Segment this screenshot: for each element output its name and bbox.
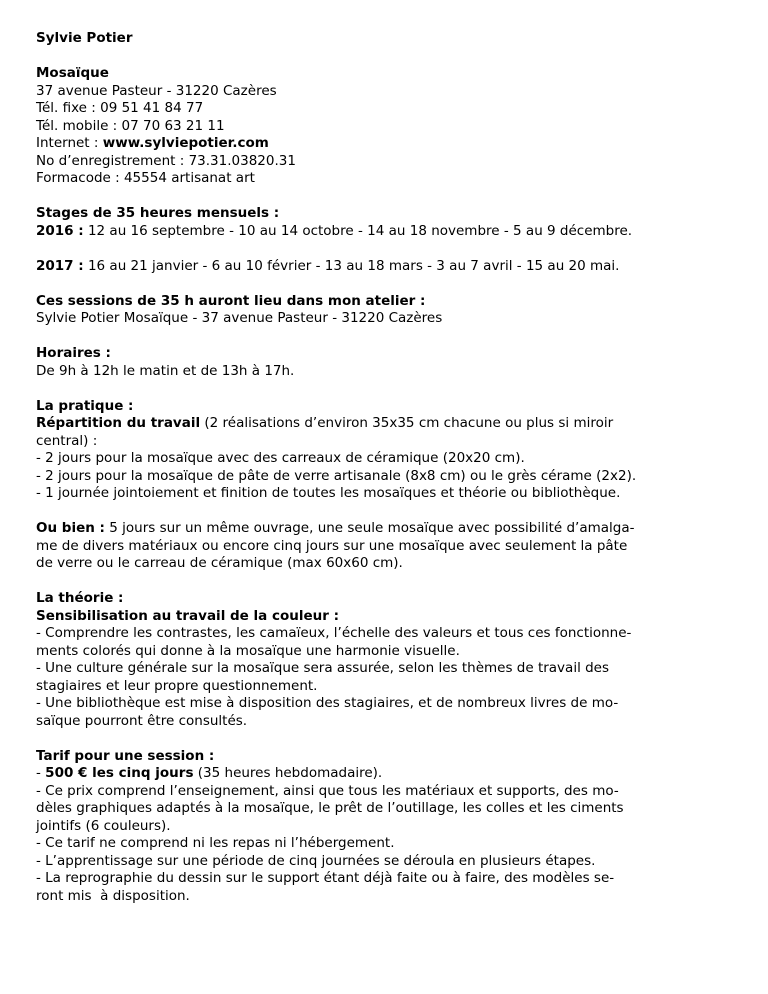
- text-run: Internet :: [36, 135, 103, 151]
- text-line: [36, 625, 740, 643]
- text-run: saïque pourront être consultés.: [36, 712, 248, 729]
- text-line: [36, 870, 740, 888]
- text-line: [36, 800, 740, 818]
- text-run: de verre ou le carreau de céramique (max 60x60 cm).: [36, 555, 403, 571]
- text-line: [36, 310, 740, 328]
- text-line: [36, 398, 740, 416]
- blank-line: [36, 380, 740, 398]
- text-line: [36, 100, 740, 118]
- text-line: [36, 363, 740, 381]
- text-run: ront mis à disposition.: [36, 887, 190, 904]
- text-run: - Comprendre les contrastes, les camaïeux, l’échelle des valeurs et tous ces fonctionne-: [36, 625, 632, 641]
- text-run: De 9h à 12h le matin et de 13h à 17h.: [36, 362, 295, 379]
- blank-line: [36, 240, 740, 258]
- bold-text-run: Répartition du travail: [36, 415, 201, 431]
- text-line: [36, 450, 740, 468]
- text-line: [36, 678, 740, 696]
- author-name: Sylvie Potier: [36, 30, 133, 46]
- registration-number: No d’enregistrement : 73.31.03820.31: [36, 152, 296, 169]
- blank-line: [36, 48, 740, 66]
- address: 37 avenue Pasteur - 31220 Cazères: [36, 82, 277, 99]
- website-url: www.sylviepotier.com: [102, 135, 269, 151]
- text-line: [36, 485, 740, 503]
- text-line: [36, 83, 740, 101]
- text-run: - Ce prix comprend l’enseignement, ainsi que tous les matériaux et supports, des mo-: [36, 782, 619, 799]
- blank-line: [36, 573, 740, 591]
- text-run: stagiaires et leur propre questionnement.: [36, 677, 318, 694]
- text-run: - L’apprentissage sur une période de cinq journées se déroula en plusieurs étapes.: [36, 852, 596, 869]
- bold-text-run: 2016 :: [36, 222, 84, 239]
- text-run: - La reprographie du dessin sur le support étant déjà faite ou à faire, des modèles se-: [36, 870, 615, 886]
- text-line: [36, 433, 740, 451]
- blank-line: [36, 188, 740, 206]
- sub-heading: Sensibilisation au travail de la couleur :: [36, 607, 340, 624]
- text-line: [36, 853, 740, 871]
- price: 500 € les cinq jours: [45, 765, 194, 781]
- text-line: [36, 748, 740, 766]
- section-heading: Tarif pour une session :: [36, 747, 215, 764]
- text-run: central) :: [36, 432, 98, 449]
- section-heading: La théorie :: [36, 590, 124, 606]
- section-heading: Horaires :: [36, 345, 111, 361]
- text-line: [36, 818, 740, 836]
- section-heading: La pratique :: [36, 397, 134, 414]
- text-line: [36, 765, 740, 783]
- text-line: [36, 468, 740, 486]
- text-line: [36, 520, 740, 538]
- text-line: [36, 695, 740, 713]
- text-run: (35 heures hebdomadaire).: [193, 765, 383, 781]
- text-run: 12 au 16 septembre - 10 au 14 octobre - 14 au 18 novembre - 5 au 9 décembre.: [83, 222, 633, 239]
- text-line: [36, 538, 740, 556]
- text-line: [36, 783, 740, 801]
- text-line: [36, 590, 740, 608]
- text-line: [36, 223, 740, 241]
- text-line: [36, 345, 740, 363]
- text-line: [36, 643, 740, 661]
- text-line: [36, 258, 740, 276]
- text-run: - Une culture générale sur la mosaïque sera assurée, selon les thèmes de travail des: [36, 660, 610, 676]
- text-run: -: [36, 765, 46, 781]
- section-heading: Stages de 35 heures mensuels :: [36, 205, 280, 221]
- atelier-address: Sylvie Potier Mosaïque - 37 avenue Pasteur - 31220 Cazères: [36, 310, 443, 326]
- text-line: [36, 713, 740, 731]
- blank-line: [36, 730, 740, 748]
- bold-text-run: 2017 :: [36, 257, 84, 274]
- text-run: - 2 jours pour la mosaïque avec des carreaux de céramique (20x20 cm).: [36, 450, 525, 466]
- blank-line: [36, 328, 740, 346]
- text-run: 5 jours sur un même ouvrage, une seule mosaïque avec possibilité d’amalga-: [104, 520, 635, 536]
- text-line: [36, 888, 740, 906]
- document-body: [36, 30, 740, 905]
- text-line: [36, 65, 740, 83]
- text-run: - 1 journée jointoiement et finition de toutes les mosaïques et théorie ou bibliothèque.: [36, 485, 621, 501]
- text-line: [36, 555, 740, 573]
- text-run: jointifs (6 couleurs).: [36, 817, 171, 834]
- blank-line: [36, 503, 740, 521]
- text-line: [36, 170, 740, 188]
- phone-fixed: Tél. fixe : 09 51 41 84 77: [36, 100, 204, 116]
- text-run: - Ce tarif ne comprend ni les repas ni l’hébergement.: [36, 835, 395, 851]
- business-name: Mosaïque: [36, 65, 109, 81]
- text-run: - Une bibliothèque est mise à disposition des stagiaires, et de nombreux livres de mo-: [36, 695, 619, 711]
- text-line: [36, 30, 740, 48]
- text-run: (2 réalisations d’environ 35x35 cm chacune ou plus si miroir: [200, 415, 614, 431]
- text-run: - 2 jours pour la mosaïque de pâte de verre artisanale (8x8 cm) ou le grès cérame (2x2).: [36, 467, 637, 484]
- text-line: [36, 135, 740, 153]
- text-run: dèles graphiques adaptés à la mosaïque, le prêt de l’outillage, les colles et les ciments: [36, 800, 624, 816]
- text-run: 16 au 21 janvier - 6 au 10 février - 13 au 18 mars - 3 au 7 avril - 15 au 20 mai.: [83, 257, 620, 274]
- text-line: [36, 293, 740, 311]
- text-line: [36, 118, 740, 136]
- text-line: [36, 608, 740, 626]
- section-heading: Ces sessions de 35 h auront lieu dans mon atelier :: [36, 292, 426, 309]
- text-line: [36, 153, 740, 171]
- phone-mobile: Tél. mobile : 07 70 63 21 11: [36, 117, 225, 134]
- text-run: ments colorés qui donne à la mosaïque une harmonie visuelle.: [36, 642, 460, 659]
- text-run: me de divers matériaux ou encore cinq jours sur une mosaïque avec seulement la pâte: [36, 537, 628, 554]
- bold-text-run: Ou bien :: [36, 520, 105, 536]
- formacode: Formacode : 45554 artisanat art: [36, 170, 255, 186]
- text-line: [36, 835, 740, 853]
- text-line: [36, 205, 740, 223]
- text-line: [36, 660, 740, 678]
- text-line: [36, 415, 740, 433]
- blank-line: [36, 275, 740, 293]
